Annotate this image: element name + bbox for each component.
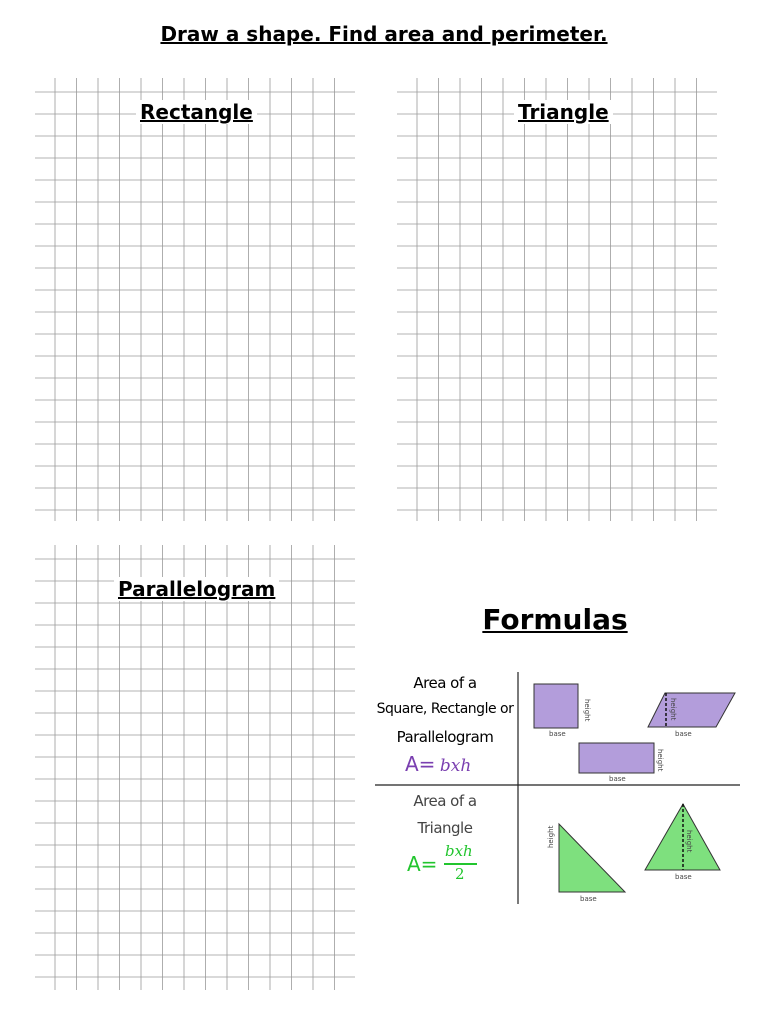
- formula-reference: [375, 672, 740, 904]
- area-square-line3: Parallelogram: [396, 728, 494, 746]
- parallelogram-grid[interactable]: [35, 545, 355, 990]
- triangle-grid[interactable]: [397, 78, 717, 521]
- grid-label-rectangle: Rectangle: [136, 100, 257, 124]
- isosceles-base-label: base: [675, 873, 692, 881]
- parallelogram-base-label: base: [675, 730, 692, 738]
- fraction-denominator: 2: [455, 865, 465, 883]
- rectangle-grid[interactable]: [35, 78, 355, 521]
- grid-label-triangle: Triangle: [514, 100, 613, 124]
- area-triangle-line1: Area of a: [413, 792, 477, 810]
- area-triangle-line2: Triangle: [417, 819, 473, 837]
- square-base-label: base: [549, 730, 566, 738]
- area-triangle-equation: [407, 842, 507, 886]
- formulas-heading: Formulas: [482, 603, 628, 636]
- rectangle-base-label: base: [609, 775, 626, 783]
- grid-lines: [35, 78, 355, 521]
- square-height-label: height: [583, 699, 591, 722]
- fraction-numerator: bxh: [445, 842, 473, 860]
- grid-lines: [35, 545, 355, 990]
- page-title: Draw a shape. Find area and perimeter.: [160, 22, 608, 46]
- square-shape: [534, 684, 578, 728]
- grid-lines: [397, 78, 717, 521]
- rectangle-shape: [579, 743, 654, 773]
- right-triangle-shape: [559, 824, 625, 892]
- equation-expression: bxh: [439, 756, 472, 776]
- area-square-line1: Area of a: [413, 674, 477, 692]
- parallelogram-height-label: height: [669, 698, 677, 721]
- isosceles-height-label: height: [685, 830, 693, 853]
- rectangle-height-label: height: [656, 749, 664, 772]
- area-square-equation: [405, 752, 495, 776]
- equation-prefix: A=: [407, 852, 438, 876]
- equation-prefix: A=: [405, 752, 436, 776]
- area-square-line2: Square, Rectangle or: [376, 701, 514, 717]
- parallelogram-shape: [648, 693, 735, 727]
- grid-label-parallelogram: Parallelogram: [114, 577, 279, 601]
- right-triangle-base-label: base: [580, 895, 597, 903]
- right-triangle-height-label: height: [547, 825, 555, 848]
